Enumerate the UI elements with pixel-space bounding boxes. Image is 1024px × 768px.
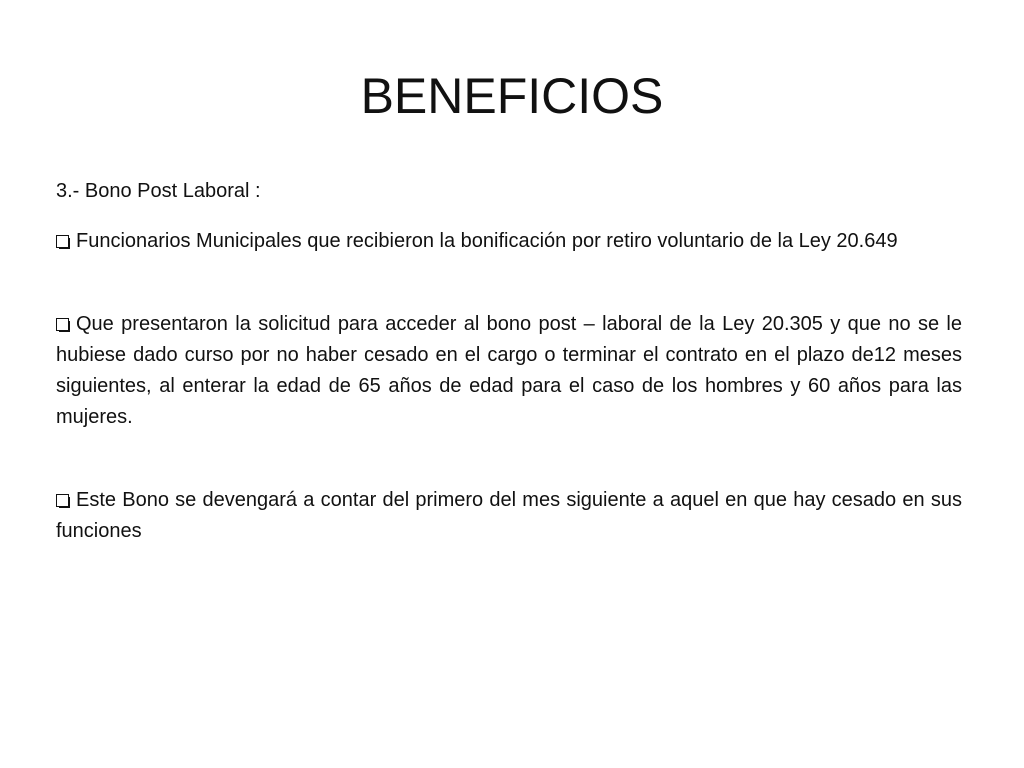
bullet-item-text: Que presentaron la solicitud para acceder al bono post – laboral de la Ley 20.305 y que no se le hubiese dado curso por no haber cesado en el cargo o terminar el contrato en el plazo de12 meses siguientes, al enterar la edad de 65 años de edad para el caso de los hombres y 60 años para las mujeres. bbox=[56, 313, 962, 428]
checkbox-icon bbox=[56, 318, 69, 331]
section-subheading: 3.- Bono Post Laboral : bbox=[56, 180, 261, 202]
slide-title: BENEFICIOS bbox=[360, 68, 664, 124]
bullet-item-text: Este Bono se devengará a contar del primero del mes siguiente a aquel en que hay cesado en sus funciones bbox=[56, 489, 962, 542]
checkbox-icon bbox=[56, 235, 69, 248]
checkbox-icon bbox=[56, 494, 69, 507]
bullet-item-1 bbox=[56, 226, 962, 257]
bullet-item-3 bbox=[56, 485, 962, 547]
slide-content bbox=[56, 176, 962, 547]
bullet-item-text: Funcionarios Municipales que recibieron la bonificación por retiro voluntario de la Ley 20.649 bbox=[76, 230, 898, 252]
bullet-item-2 bbox=[56, 309, 962, 433]
